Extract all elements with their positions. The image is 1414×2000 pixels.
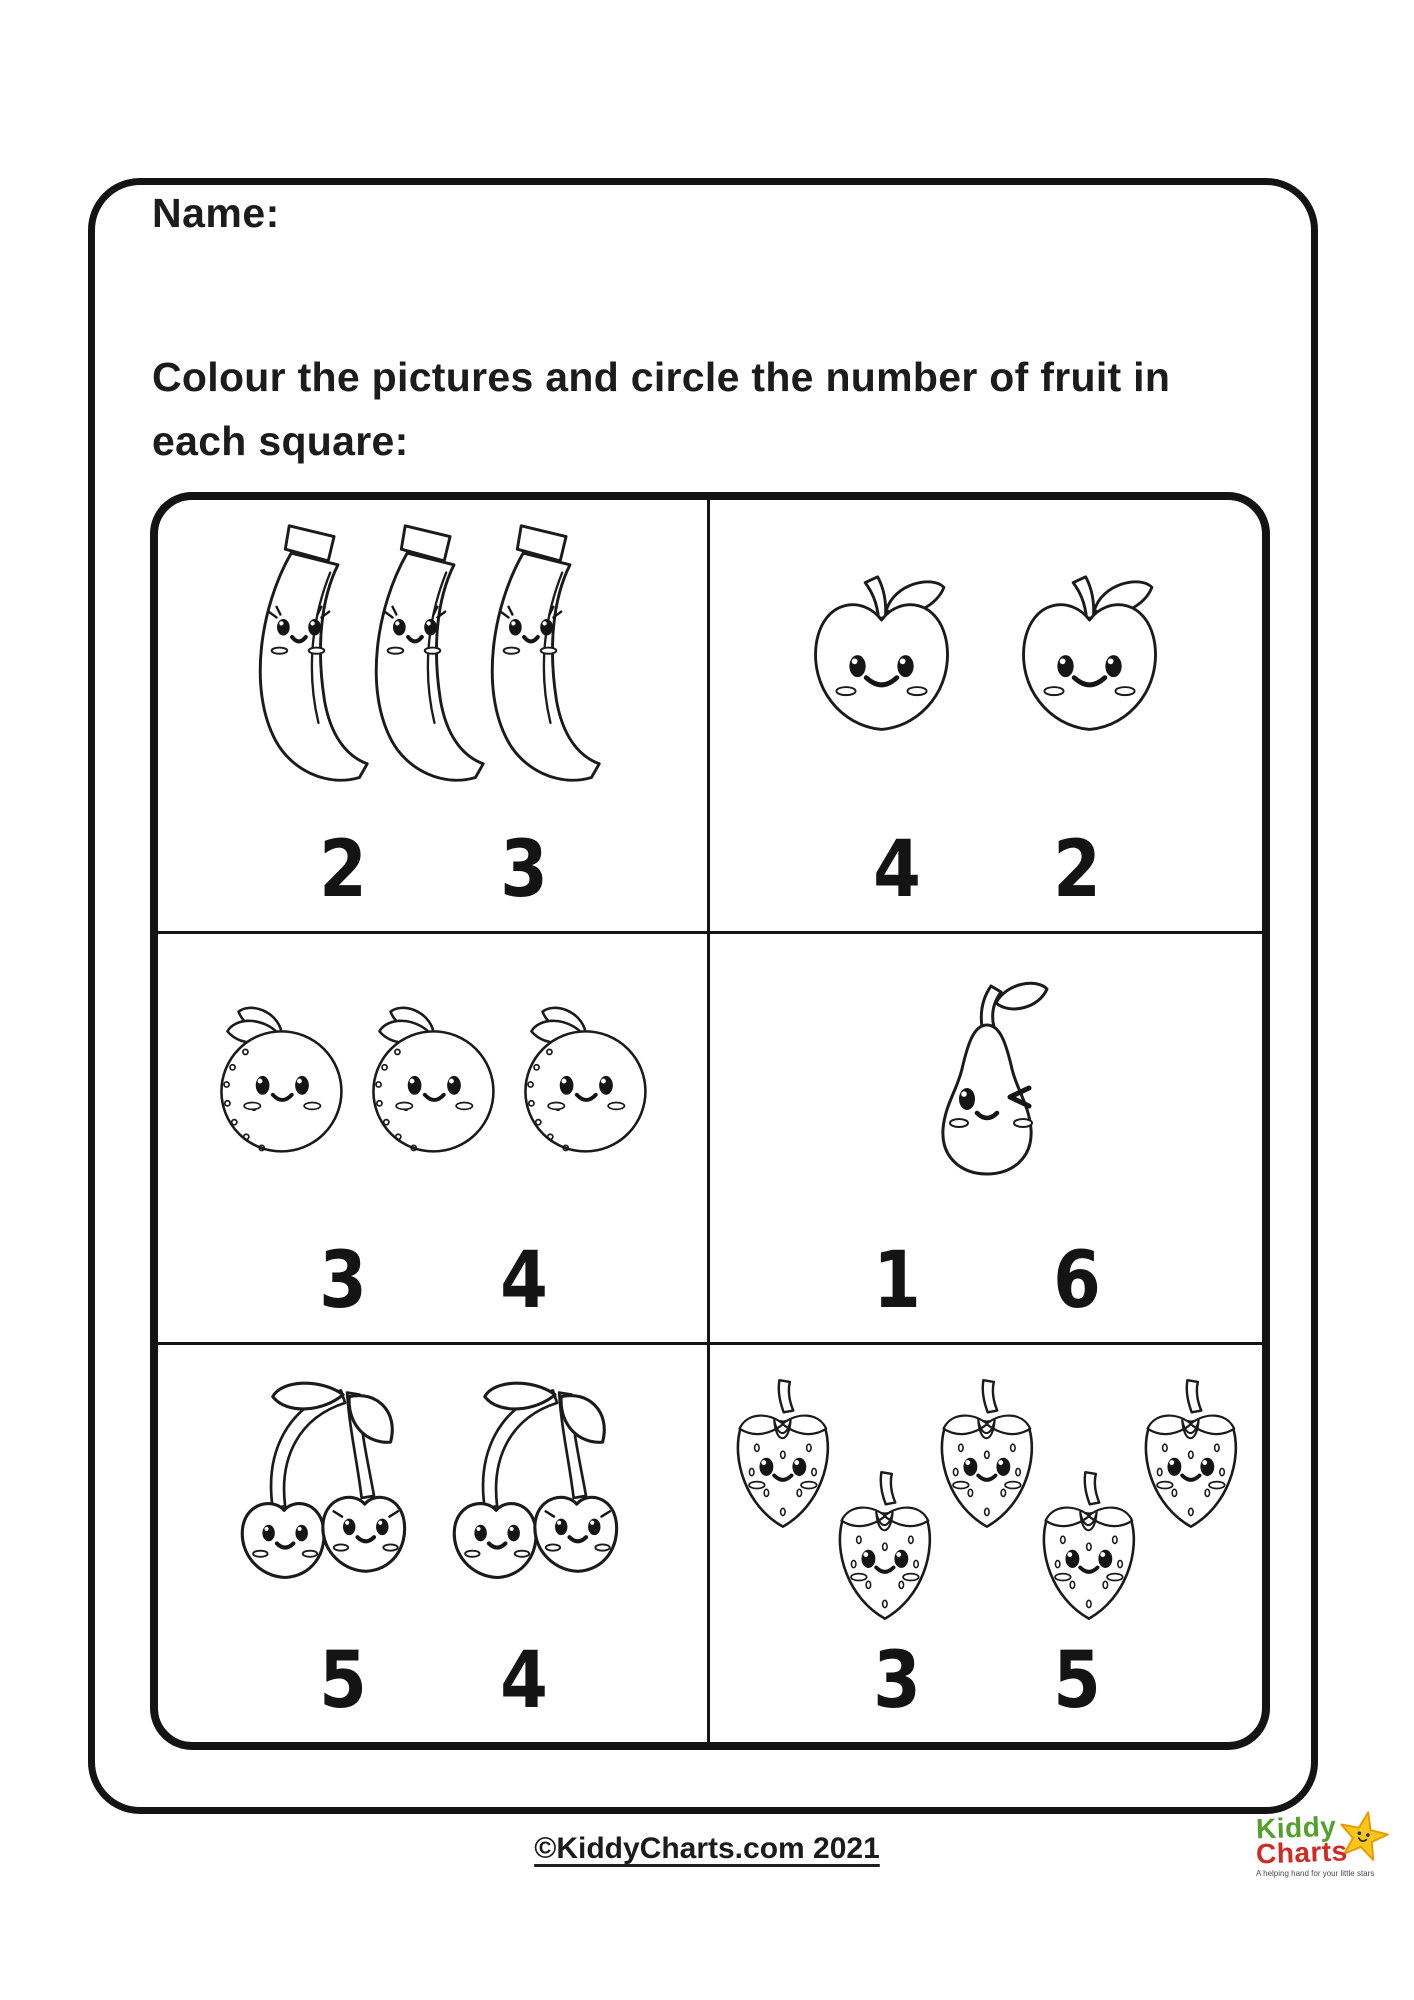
grid-cell-strawberries xyxy=(710,1345,1262,1742)
instructions-line2: each square: xyxy=(152,417,409,464)
logo-tagline: A helping hand for your little stars xyxy=(1256,1868,1375,1878)
instructions xyxy=(152,346,1172,473)
banana-icon xyxy=(465,518,633,796)
choice-number[interactable]: 3 xyxy=(319,1235,366,1326)
choice-number[interactable]: 4 xyxy=(499,1235,546,1326)
choice-number[interactable]: 5 xyxy=(1053,1636,1100,1726)
name-label: Name: xyxy=(152,190,280,236)
apple-icon xyxy=(1006,568,1174,746)
choice-number[interactable]: 2 xyxy=(1053,825,1100,916)
orange-icon xyxy=(358,997,508,1160)
apple-icon xyxy=(798,568,966,746)
strawberry-icon xyxy=(819,1467,949,1636)
grid-cell-bananas xyxy=(158,500,710,934)
choice-number[interactable]: 3 xyxy=(872,1636,919,1726)
pear-icon xyxy=(910,975,1062,1182)
choices-row xyxy=(710,813,1262,931)
cherries-group xyxy=(158,1345,707,1624)
orange-icon xyxy=(206,997,356,1160)
cherries-icon xyxy=(433,1376,645,1593)
choice-number[interactable]: 5 xyxy=(319,1636,366,1726)
instructions-line1: Colour the pictures and circle the number of fruit in xyxy=(152,354,1171,400)
grid-cell-cherries xyxy=(158,1345,710,1742)
choice-number[interactable]: 6 xyxy=(1053,1235,1100,1326)
logo-word-kiddy: Kiddy xyxy=(1255,1810,1337,1845)
choice-number[interactable]: 1 xyxy=(872,1235,919,1326)
orange-icon xyxy=(510,997,660,1160)
kiddycharts-logo xyxy=(1255,1810,1402,1900)
logo-word-charts: Charts xyxy=(1255,1835,1349,1870)
choices-row xyxy=(158,1624,707,1742)
choice-number[interactable]: 2 xyxy=(319,825,366,916)
choice-number[interactable]: 4 xyxy=(499,1636,546,1726)
choices-row xyxy=(710,1224,1262,1342)
strawberry-icon xyxy=(1023,1467,1153,1636)
oranges-group xyxy=(158,934,707,1223)
choice-number[interactable]: 3 xyxy=(499,825,546,916)
grid-cell-apples xyxy=(710,500,1262,934)
copyright-text: ©KiddyCharts.com 2021 xyxy=(534,1832,880,1865)
bananas-group xyxy=(158,500,707,813)
pear-group xyxy=(710,934,1262,1223)
choices-row xyxy=(710,1624,1262,1742)
cherries-icon xyxy=(221,1376,433,1593)
choices-row xyxy=(158,1224,707,1342)
strawberries-group xyxy=(710,1345,1262,1624)
grid-cell-oranges xyxy=(158,934,710,1344)
apples-group xyxy=(710,500,1262,813)
worksheet-grid xyxy=(150,492,1270,1750)
choice-number[interactable]: 4 xyxy=(872,825,919,916)
choices-row xyxy=(158,813,707,931)
grid-cell-pear xyxy=(710,934,1262,1344)
